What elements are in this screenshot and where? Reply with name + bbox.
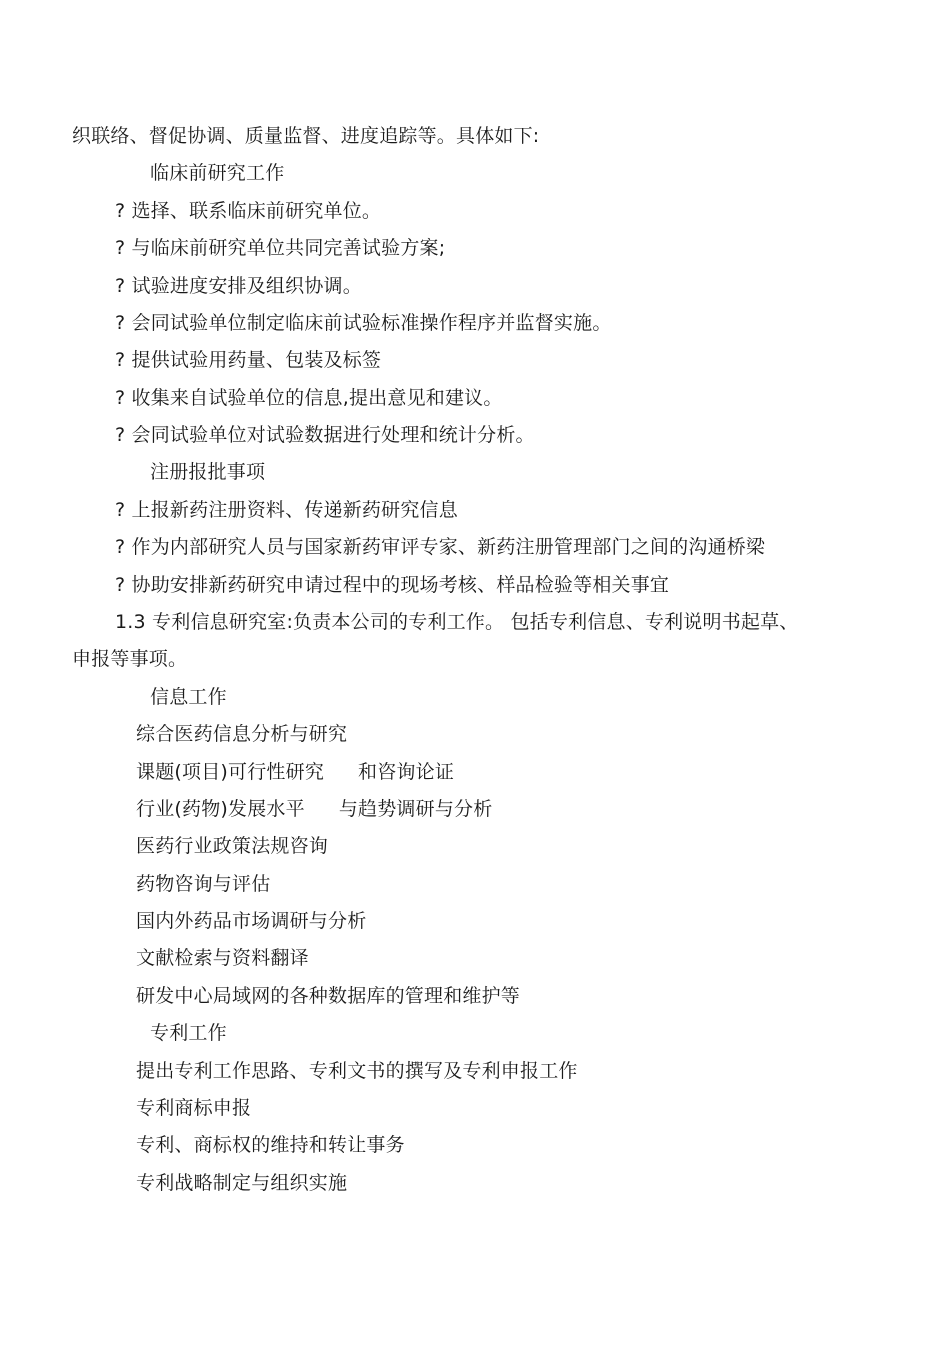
registration-item: ? 上报新药注册资料、传递新药研究信息 [115,499,458,521]
info-work-item-part: 与趋势调研与分析 [338,798,493,820]
info-work-item-part: 课题(项目)可行性研究 [136,761,325,783]
patent-office-line: 1.3 专利信息研究室:负责本公司的专利工作。 包括专利信息、专利说明书起草、 [115,611,799,633]
patent-office-line-continued: 申报等事项。 [72,648,188,670]
preclinical-item: ? 选择、联系临床前研究单位。 [115,200,382,222]
info-work-item-part: 行业(药物)发展水平 [136,798,305,820]
info-work-item: 药物咨询与评估 [136,873,271,895]
registration-item: ? 作为内部研究人员与国家新药审评专家、新药注册管理部门之间的沟通桥梁 [115,536,766,558]
patent-work-item: 专利、商标权的维持和转让事务 [136,1134,405,1156]
preclinical-item: ? 提供试验用药量、包装及标签 [115,349,382,371]
preclinical-item: ? 试验进度安排及组织协调。 [115,275,362,297]
info-work-heading: 信息工作 [150,686,227,708]
info-work-item [136,797,492,821]
patent-work-item: 专利战略制定与组织实施 [136,1172,348,1194]
info-work-item: 文献检索与资料翻译 [136,947,309,969]
intro-line: 织联络、督促协调、质量监督、进度追踪等。具体如下: [72,125,540,147]
preclinical-item: ? 与临床前研究单位共同完善试验方案; [115,237,446,259]
preclinical-item: ? 会同试验单位对试验数据进行处理和统计分析。 [115,424,535,446]
patent-work-item: 专利商标申报 [136,1097,252,1119]
preclinical-heading: 临床前研究工作 [150,162,285,184]
registration-heading: 注册报批事项 [150,461,266,483]
preclinical-item: ? 会同试验单位制定临床前试验标准操作程序并监督实施。 [115,312,612,334]
preclinical-item: ? 收集来自试验单位的信息,提出意见和建议。 [115,387,503,409]
registration-item: ? 协助安排新药研究申请过程中的现场考核、样品检验等相关事宜 [115,574,670,596]
info-work-item: 医药行业政策法规咨询 [136,835,329,857]
info-work-item [136,760,454,784]
patent-work-heading: 专利工作 [150,1022,227,1044]
info-work-item: 研发中心局域网的各种数据库的管理和维护等 [136,985,521,1007]
patent-work-item: 提出专利工作思路、专利文书的撰写及专利申报工作 [136,1060,578,1082]
info-work-item: 综合医药信息分析与研究 [136,723,348,745]
info-work-item-part: 和咨询论证 [358,761,455,783]
info-work-item: 国内外药品市场调研与分析 [136,910,367,932]
